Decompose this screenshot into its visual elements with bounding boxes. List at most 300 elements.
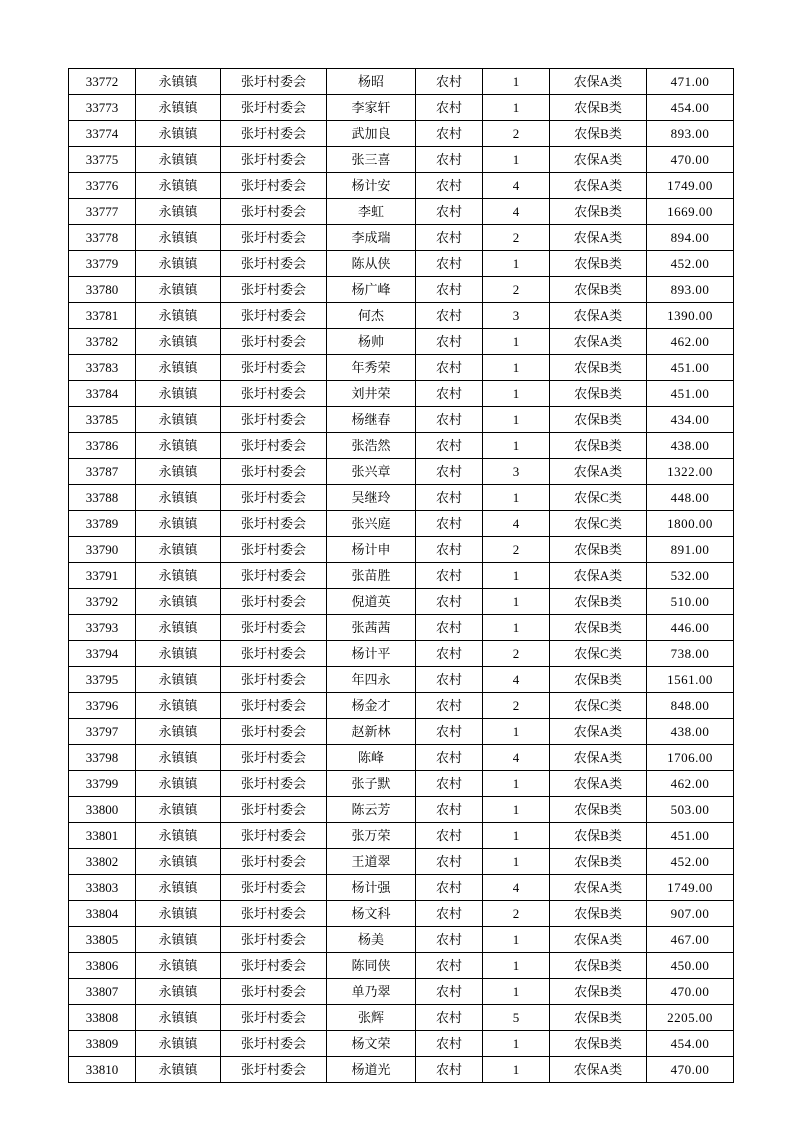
cell-type: 农村 — [416, 927, 483, 953]
table-row — [69, 95, 734, 121]
cell-town: 永镇镇 — [136, 693, 221, 719]
table-row — [69, 927, 734, 953]
table-row — [69, 979, 734, 1005]
cell-town: 永镇镇 — [136, 381, 221, 407]
cell-village: 张圩村委会 — [221, 927, 327, 953]
cell-amount: 451.00 — [647, 823, 734, 849]
cell-name: 吴继玲 — [327, 485, 416, 511]
cell-category: 农保B类 — [550, 433, 647, 459]
cell-amount: 450.00 — [647, 953, 734, 979]
cell-name: 年四永 — [327, 667, 416, 693]
cell-type: 农村 — [416, 771, 483, 797]
cell-id: 33779 — [69, 251, 136, 277]
cell-amount: 438.00 — [647, 433, 734, 459]
cell-id: 33804 — [69, 901, 136, 927]
table-row — [69, 459, 734, 485]
cell-town: 永镇镇 — [136, 797, 221, 823]
cell-type: 农村 — [416, 901, 483, 927]
cell-village: 张圩村委会 — [221, 277, 327, 303]
cell-type: 农村 — [416, 719, 483, 745]
cell-village: 张圩村委会 — [221, 225, 327, 251]
cell-id: 33789 — [69, 511, 136, 537]
cell-village: 张圩村委会 — [221, 537, 327, 563]
cell-name: 王道翠 — [327, 849, 416, 875]
cell-town: 永镇镇 — [136, 745, 221, 771]
cell-category: 农保B类 — [550, 199, 647, 225]
cell-id: 33808 — [69, 1005, 136, 1031]
cell-id: 33810 — [69, 1057, 136, 1083]
table-row — [69, 849, 734, 875]
cell-village: 张圩村委会 — [221, 329, 327, 355]
cell-amount: 1669.00 — [647, 199, 734, 225]
cell-type: 农村 — [416, 849, 483, 875]
cell-count: 1 — [483, 381, 550, 407]
cell-village: 张圩村委会 — [221, 199, 327, 225]
table-row — [69, 823, 734, 849]
cell-category: 农保A类 — [550, 173, 647, 199]
table-row — [69, 1057, 734, 1083]
cell-count: 1 — [483, 797, 550, 823]
cell-village: 张圩村委会 — [221, 433, 327, 459]
cell-id: 33807 — [69, 979, 136, 1005]
cell-category: 农保A类 — [550, 329, 647, 355]
cell-village: 张圩村委会 — [221, 745, 327, 771]
cell-category: 农保B类 — [550, 615, 647, 641]
cell-village: 张圩村委会 — [221, 511, 327, 537]
cell-village: 张圩村委会 — [221, 823, 327, 849]
cell-name: 陈云芳 — [327, 797, 416, 823]
table-row — [69, 901, 734, 927]
cell-id: 33805 — [69, 927, 136, 953]
cell-amount: 470.00 — [647, 979, 734, 1005]
cell-category: 农保B类 — [550, 537, 647, 563]
cell-type: 农村 — [416, 381, 483, 407]
cell-amount: 1322.00 — [647, 459, 734, 485]
cell-id: 33801 — [69, 823, 136, 849]
cell-amount: 510.00 — [647, 589, 734, 615]
cell-type: 农村 — [416, 641, 483, 667]
cell-count: 1 — [483, 979, 550, 1005]
cell-id: 33791 — [69, 563, 136, 589]
cell-amount: 893.00 — [647, 277, 734, 303]
cell-id: 33806 — [69, 953, 136, 979]
cell-id: 33803 — [69, 875, 136, 901]
cell-category: 农保B类 — [550, 381, 647, 407]
cell-town: 永镇镇 — [136, 849, 221, 875]
cell-town: 永镇镇 — [136, 69, 221, 95]
cell-type: 农村 — [416, 797, 483, 823]
cell-name: 张兴章 — [327, 459, 416, 485]
cell-id: 33799 — [69, 771, 136, 797]
cell-name: 刘井荣 — [327, 381, 416, 407]
cell-type: 农村 — [416, 563, 483, 589]
cell-id: 33809 — [69, 1031, 136, 1057]
table-row — [69, 797, 734, 823]
cell-type: 农村 — [416, 693, 483, 719]
cell-type: 农村 — [416, 875, 483, 901]
cell-type: 农村 — [416, 95, 483, 121]
cell-town: 永镇镇 — [136, 277, 221, 303]
cell-category: 农保B类 — [550, 953, 647, 979]
cell-category: 农保C类 — [550, 693, 647, 719]
cell-type: 农村 — [416, 979, 483, 1005]
cell-type: 农村 — [416, 953, 483, 979]
cell-id: 33802 — [69, 849, 136, 875]
cell-town: 永镇镇 — [136, 589, 221, 615]
cell-name: 赵新林 — [327, 719, 416, 745]
table-row — [69, 1031, 734, 1057]
table-row — [69, 147, 734, 173]
cell-category: 农保A类 — [550, 745, 647, 771]
cell-name: 杨计申 — [327, 537, 416, 563]
cell-count: 3 — [483, 459, 550, 485]
cell-count: 2 — [483, 277, 550, 303]
cell-village: 张圩村委会 — [221, 69, 327, 95]
cell-count: 4 — [483, 511, 550, 537]
cell-town: 永镇镇 — [136, 173, 221, 199]
cell-type: 农村 — [416, 407, 483, 433]
cell-category: 农保B类 — [550, 589, 647, 615]
cell-village: 张圩村委会 — [221, 797, 327, 823]
cell-id: 33796 — [69, 693, 136, 719]
cell-count: 2 — [483, 641, 550, 667]
cell-amount: 452.00 — [647, 849, 734, 875]
cell-category: 农保B类 — [550, 667, 647, 693]
cell-name: 杨道光 — [327, 1057, 416, 1083]
cell-id: 33798 — [69, 745, 136, 771]
cell-count: 1 — [483, 407, 550, 433]
cell-town: 永镇镇 — [136, 433, 221, 459]
cell-category: 农保A类 — [550, 927, 647, 953]
cell-name: 张子默 — [327, 771, 416, 797]
cell-category: 农保B类 — [550, 1005, 647, 1031]
cell-town: 永镇镇 — [136, 771, 221, 797]
cell-type: 农村 — [416, 277, 483, 303]
cell-count: 1 — [483, 719, 550, 745]
table-row — [69, 1005, 734, 1031]
cell-category: 农保B类 — [550, 849, 647, 875]
cell-village: 张圩村委会 — [221, 459, 327, 485]
cell-count: 3 — [483, 303, 550, 329]
cell-town: 永镇镇 — [136, 407, 221, 433]
cell-count: 1 — [483, 69, 550, 95]
cell-id: 33781 — [69, 303, 136, 329]
cell-amount: 438.00 — [647, 719, 734, 745]
table-row — [69, 667, 734, 693]
cell-type: 农村 — [416, 1057, 483, 1083]
table-row — [69, 485, 734, 511]
cell-village: 张圩村委会 — [221, 589, 327, 615]
table-body — [69, 69, 734, 1083]
cell-category: 农保B类 — [550, 121, 647, 147]
cell-village: 张圩村委会 — [221, 875, 327, 901]
cell-count: 2 — [483, 121, 550, 147]
cell-category: 农保B类 — [550, 797, 647, 823]
table-row — [69, 693, 734, 719]
cell-amount: 893.00 — [647, 121, 734, 147]
cell-id: 33795 — [69, 667, 136, 693]
cell-amount: 454.00 — [647, 1031, 734, 1057]
cell-name: 杨文科 — [327, 901, 416, 927]
cell-count: 4 — [483, 667, 550, 693]
cell-count: 1 — [483, 355, 550, 381]
cell-id: 33777 — [69, 199, 136, 225]
cell-name: 张辉 — [327, 1005, 416, 1031]
cell-town: 永镇镇 — [136, 329, 221, 355]
cell-amount: 470.00 — [647, 1057, 734, 1083]
cell-count: 1 — [483, 147, 550, 173]
cell-category: 农保A类 — [550, 147, 647, 173]
cell-name: 杨昭 — [327, 69, 416, 95]
table-row — [69, 251, 734, 277]
table-row — [69, 407, 734, 433]
cell-type: 农村 — [416, 589, 483, 615]
cell-type: 农村 — [416, 173, 483, 199]
cell-name: 张茜茜 — [327, 615, 416, 641]
cell-type: 农村 — [416, 1031, 483, 1057]
cell-village: 张圩村委会 — [221, 303, 327, 329]
cell-town: 永镇镇 — [136, 199, 221, 225]
cell-count: 4 — [483, 875, 550, 901]
cell-village: 张圩村委会 — [221, 615, 327, 641]
table-row — [69, 355, 734, 381]
cell-name: 张万荣 — [327, 823, 416, 849]
cell-amount: 894.00 — [647, 225, 734, 251]
cell-count: 1 — [483, 485, 550, 511]
table-row — [69, 563, 734, 589]
cell-type: 农村 — [416, 199, 483, 225]
cell-name: 倪道英 — [327, 589, 416, 615]
cell-type: 农村 — [416, 251, 483, 277]
cell-category: 农保A类 — [550, 771, 647, 797]
table-row — [69, 69, 734, 95]
cell-category: 农保C类 — [550, 511, 647, 537]
cell-category: 农保A类 — [550, 303, 647, 329]
cell-amount: 471.00 — [647, 69, 734, 95]
cell-id: 33775 — [69, 147, 136, 173]
cell-amount: 2205.00 — [647, 1005, 734, 1031]
cell-village: 张圩村委会 — [221, 121, 327, 147]
cell-name: 杨美 — [327, 927, 416, 953]
cell-town: 永镇镇 — [136, 875, 221, 901]
cell-name: 年秀荣 — [327, 355, 416, 381]
cell-id: 33784 — [69, 381, 136, 407]
cell-name: 张三喜 — [327, 147, 416, 173]
cell-category: 农保B类 — [550, 407, 647, 433]
cell-amount: 467.00 — [647, 927, 734, 953]
cell-village: 张圩村委会 — [221, 1031, 327, 1057]
cell-village: 张圩村委会 — [221, 901, 327, 927]
table-row — [69, 121, 734, 147]
table-row — [69, 173, 734, 199]
cell-count: 1 — [483, 927, 550, 953]
cell-category: 农保B类 — [550, 901, 647, 927]
cell-town: 永镇镇 — [136, 667, 221, 693]
cell-count: 1 — [483, 953, 550, 979]
cell-id: 33785 — [69, 407, 136, 433]
cell-type: 农村 — [416, 329, 483, 355]
cell-count: 1 — [483, 615, 550, 641]
cell-category: 农保C类 — [550, 485, 647, 511]
cell-type: 农村 — [416, 1005, 483, 1031]
cell-town: 永镇镇 — [136, 979, 221, 1005]
cell-count: 1 — [483, 95, 550, 121]
cell-village: 张圩村委会 — [221, 1057, 327, 1083]
cell-town: 永镇镇 — [136, 303, 221, 329]
cell-name: 张兴庭 — [327, 511, 416, 537]
cell-id: 33783 — [69, 355, 136, 381]
cell-name: 李家轩 — [327, 95, 416, 121]
cell-village: 张圩村委会 — [221, 563, 327, 589]
table-row — [69, 641, 734, 667]
table-row — [69, 615, 734, 641]
cell-town: 永镇镇 — [136, 615, 221, 641]
cell-amount: 1749.00 — [647, 875, 734, 901]
cell-name: 陈从侠 — [327, 251, 416, 277]
cell-amount: 1561.00 — [647, 667, 734, 693]
cell-type: 农村 — [416, 537, 483, 563]
cell-type: 农村 — [416, 225, 483, 251]
cell-id: 33774 — [69, 121, 136, 147]
cell-count: 2 — [483, 537, 550, 563]
cell-village: 张圩村委会 — [221, 485, 327, 511]
cell-village: 张圩村委会 — [221, 979, 327, 1005]
table-row — [69, 329, 734, 355]
cell-id: 33792 — [69, 589, 136, 615]
cell-village: 张圩村委会 — [221, 1005, 327, 1031]
cell-amount: 891.00 — [647, 537, 734, 563]
cell-amount: 451.00 — [647, 381, 734, 407]
cell-category: 农保B类 — [550, 823, 647, 849]
cell-amount: 738.00 — [647, 641, 734, 667]
cell-category: 农保A类 — [550, 1057, 647, 1083]
cell-name: 李虹 — [327, 199, 416, 225]
cell-name: 杨计强 — [327, 875, 416, 901]
cell-village: 张圩村委会 — [221, 953, 327, 979]
cell-count: 2 — [483, 225, 550, 251]
table-row — [69, 303, 734, 329]
cell-count: 1 — [483, 433, 550, 459]
table-row — [69, 381, 734, 407]
cell-count: 1 — [483, 589, 550, 615]
table-row — [69, 719, 734, 745]
table-row — [69, 953, 734, 979]
table-row — [69, 537, 734, 563]
cell-category: 农保B类 — [550, 95, 647, 121]
cell-village: 张圩村委会 — [221, 355, 327, 381]
cell-town: 永镇镇 — [136, 823, 221, 849]
cell-name: 陈峰 — [327, 745, 416, 771]
cell-count: 1 — [483, 823, 550, 849]
cell-amount: 1706.00 — [647, 745, 734, 771]
cell-village: 张圩村委会 — [221, 667, 327, 693]
cell-type: 农村 — [416, 121, 483, 147]
cell-amount: 470.00 — [647, 147, 734, 173]
cell-count: 1 — [483, 251, 550, 277]
cell-category: 农保B类 — [550, 979, 647, 1005]
cell-category: 农保A类 — [550, 225, 647, 251]
cell-name: 杨计平 — [327, 641, 416, 667]
cell-id: 33772 — [69, 69, 136, 95]
cell-amount: 848.00 — [647, 693, 734, 719]
cell-village: 张圩村委会 — [221, 719, 327, 745]
cell-count: 1 — [483, 849, 550, 875]
cell-town: 永镇镇 — [136, 147, 221, 173]
table-row — [69, 277, 734, 303]
table-row — [69, 433, 734, 459]
cell-town: 永镇镇 — [136, 355, 221, 381]
cell-id: 33800 — [69, 797, 136, 823]
cell-id: 33787 — [69, 459, 136, 485]
cell-category: 农保B类 — [550, 251, 647, 277]
cell-name: 杨文荣 — [327, 1031, 416, 1057]
cell-amount: 532.00 — [647, 563, 734, 589]
cell-village: 张圩村委会 — [221, 641, 327, 667]
cell-type: 农村 — [416, 69, 483, 95]
table-row — [69, 771, 734, 797]
cell-category: 农保B类 — [550, 277, 647, 303]
cell-id: 33776 — [69, 173, 136, 199]
cell-town: 永镇镇 — [136, 537, 221, 563]
cell-name: 陈同侠 — [327, 953, 416, 979]
cell-type: 农村 — [416, 433, 483, 459]
cell-town: 永镇镇 — [136, 511, 221, 537]
cell-amount: 503.00 — [647, 797, 734, 823]
cell-town: 永镇镇 — [136, 563, 221, 589]
cell-village: 张圩村委会 — [221, 849, 327, 875]
cell-count: 1 — [483, 563, 550, 589]
cell-amount: 462.00 — [647, 771, 734, 797]
cell-count: 2 — [483, 693, 550, 719]
table-row — [69, 199, 734, 225]
cell-amount: 1749.00 — [647, 173, 734, 199]
cell-amount: 454.00 — [647, 95, 734, 121]
cell-id: 33782 — [69, 329, 136, 355]
cell-town: 永镇镇 — [136, 485, 221, 511]
cell-category: 农保A类 — [550, 459, 647, 485]
cell-town: 永镇镇 — [136, 121, 221, 147]
cell-name: 杨金才 — [327, 693, 416, 719]
cell-id: 33793 — [69, 615, 136, 641]
cell-type: 农村 — [416, 355, 483, 381]
cell-amount: 446.00 — [647, 615, 734, 641]
cell-amount: 462.00 — [647, 329, 734, 355]
cell-town: 永镇镇 — [136, 1057, 221, 1083]
cell-count: 4 — [483, 745, 550, 771]
cell-category: 农保A类 — [550, 563, 647, 589]
cell-id: 33786 — [69, 433, 136, 459]
cell-town: 永镇镇 — [136, 95, 221, 121]
cell-category: 农保A类 — [550, 875, 647, 901]
table-row — [69, 225, 734, 251]
cell-village: 张圩村委会 — [221, 95, 327, 121]
cell-village: 张圩村委会 — [221, 771, 327, 797]
cell-town: 永镇镇 — [136, 719, 221, 745]
cell-id: 33794 — [69, 641, 136, 667]
cell-town: 永镇镇 — [136, 927, 221, 953]
cell-village: 张圩村委会 — [221, 147, 327, 173]
cell-amount: 1800.00 — [647, 511, 734, 537]
cell-id: 33780 — [69, 277, 136, 303]
cell-type: 农村 — [416, 303, 483, 329]
cell-town: 永镇镇 — [136, 953, 221, 979]
cell-type: 农村 — [416, 667, 483, 693]
cell-town: 永镇镇 — [136, 225, 221, 251]
cell-type: 农村 — [416, 615, 483, 641]
cell-type: 农村 — [416, 147, 483, 173]
cell-village: 张圩村委会 — [221, 251, 327, 277]
cell-town: 永镇镇 — [136, 251, 221, 277]
